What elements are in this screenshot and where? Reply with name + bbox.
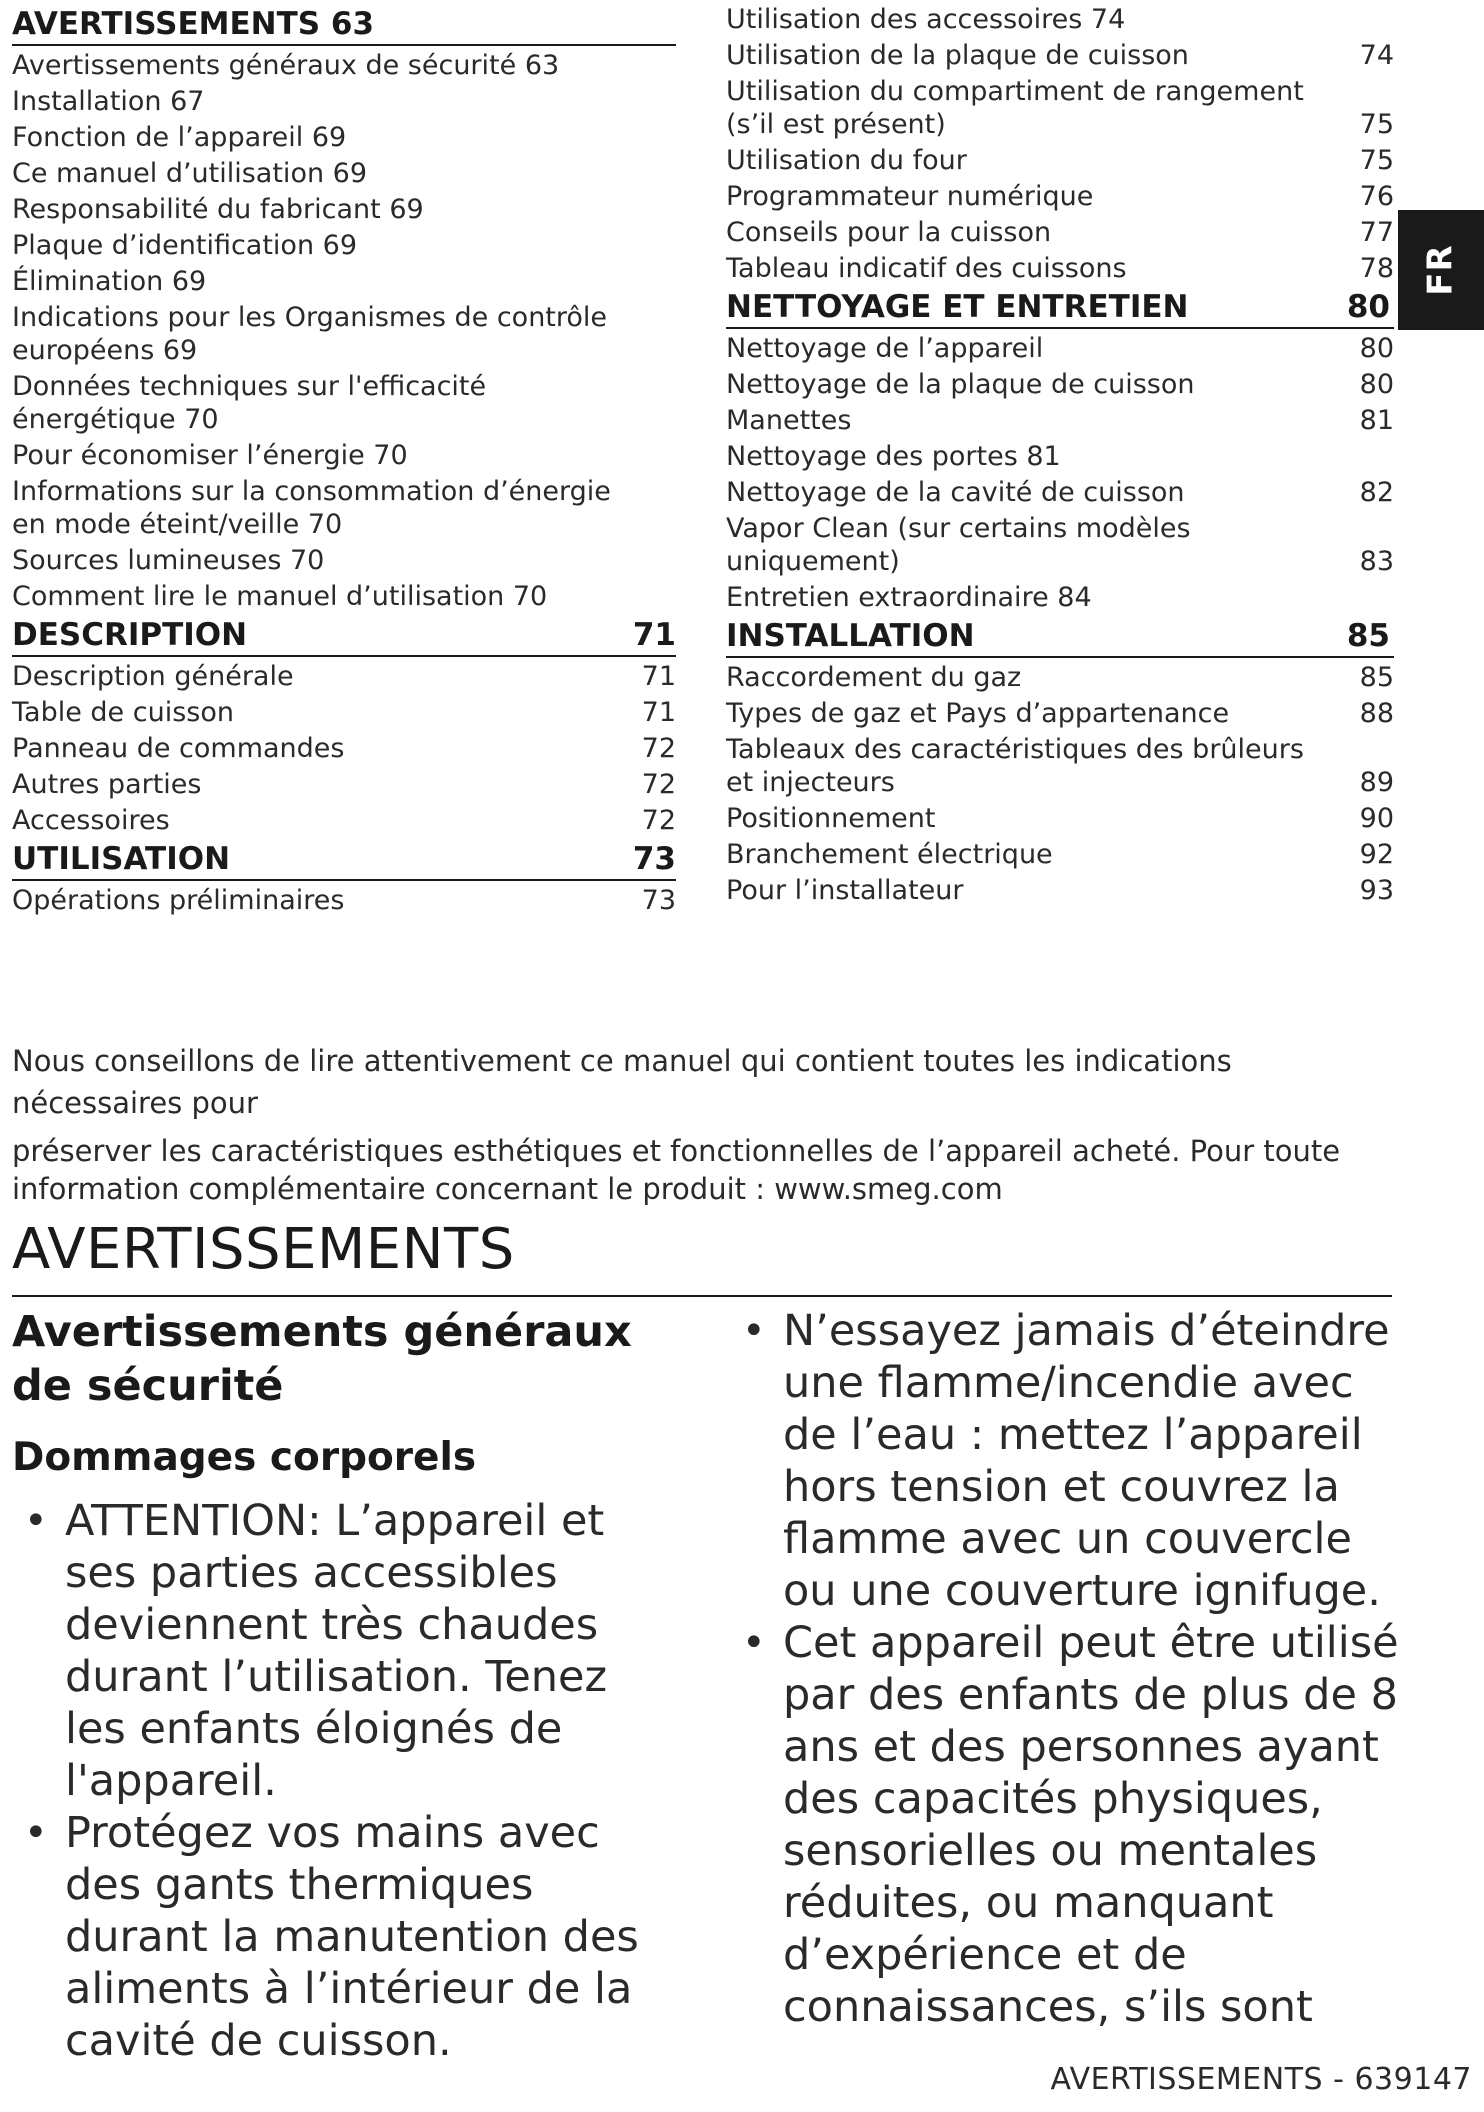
toc-entry[interactable]	[12, 472, 676, 541]
page-footer: AVERTISSEMENTS - 639147	[1050, 2062, 1472, 2097]
toc-entry-text: Élimination 69	[12, 266, 207, 297]
toc-entry-text: Informations sur la consommation d’énergie en mode éteint/veille 70	[12, 476, 611, 540]
toc-entry[interactable]	[12, 801, 676, 837]
toc-section-title: INSTALLATION	[726, 618, 975, 654]
toc-entry[interactable]	[12, 118, 676, 154]
toc-entry-text: Entretien extraordinaire 84	[726, 582, 1092, 613]
intro-line: information complémentaire concernant le produit : www.smeg.com	[12, 1172, 1003, 1206]
intro-line: Nous conseillons de lire attentivement ce manuel qui contient toutes les indications nécessaires pour	[12, 1044, 1232, 1120]
toc-entry[interactable]	[726, 658, 1394, 694]
toc-entry[interactable]	[12, 881, 676, 917]
toc-entry[interactable]	[12, 765, 676, 801]
section-title: AVERTISSEMENTS	[12, 1205, 1392, 1297]
toc-entry-page: 78	[1359, 253, 1394, 284]
bullet-item: • Cet appareil peut être utilisé par des enfants de plus de 8 ans et des personnes ayant des capacités physiques, sensorielles ou mentales réduites, ou manquant d’expérience et de connaissances, s’ils sont	[730, 1617, 1400, 2033]
toc-entry-text: Sources lumineuses 70	[12, 545, 325, 576]
toc-entry-page: 71	[641, 661, 676, 692]
toc-entry[interactable]	[726, 871, 1394, 907]
toc-entry-text: Installation 67	[12, 86, 205, 117]
toc-entry-page: 85	[1359, 662, 1394, 693]
toc-entry-page: 93	[1359, 875, 1394, 906]
bullet-list-right	[730, 1305, 1400, 2033]
toc-entry[interactable]	[12, 46, 676, 82]
toc-entry-page: 83	[1359, 546, 1394, 577]
toc-entry-page: 89	[1359, 767, 1394, 798]
toc-section-title: AVERTISSEMENTS 63	[12, 6, 375, 42]
toc-entry-page: 88	[1359, 698, 1394, 729]
toc-entry[interactable]	[12, 82, 676, 118]
toc-section-heading[interactable]	[12, 613, 676, 657]
toc-entry[interactable]	[12, 436, 676, 472]
toc-entry[interactable]	[726, 72, 1394, 141]
toc-entry-page: 74	[1359, 40, 1394, 71]
toc-entry[interactable]	[726, 177, 1394, 213]
toc-entry[interactable]	[726, 213, 1394, 249]
toc-entry-page: 76	[1359, 181, 1394, 212]
content-left-column	[12, 1305, 672, 2067]
toc-entry-text: Accessoires	[12, 805, 170, 836]
toc-section-title: NETTOYAGE ET ENTRETIEN	[726, 289, 1189, 325]
toc-entry-text: Fonction de l’appareil 69	[12, 122, 347, 153]
toc-entry-text: Panneau de commandes	[12, 733, 345, 764]
toc-section-page: 80	[1346, 289, 1390, 325]
toc-entry[interactable]	[726, 365, 1394, 401]
toc-entry[interactable]	[726, 578, 1394, 614]
toc-entry-text: Description générale	[12, 661, 294, 692]
toc-entry-page: 82	[1359, 477, 1394, 508]
toc-entry[interactable]	[12, 657, 676, 693]
intro-line: préserver les caractéristiques esthétiques et fonctionnelles de l’appareil acheté. Pour toute	[12, 1134, 1341, 1168]
toc-entry-text: Plaque d’identification 69	[12, 230, 358, 261]
toc-entry[interactable]	[12, 298, 676, 367]
toc-entry-page: 75	[1359, 109, 1394, 140]
toc-entry-text: Tableau indicatif des cuissons	[726, 253, 1127, 284]
toc-entry-page: 75	[1359, 145, 1394, 176]
toc-entry-text: Utilisation des accessoires 74	[726, 4, 1126, 35]
bullet-item: • Protégez vos mains avec des gants thermiques durant la manutention des aliments à l’intérieur de la cavité de cuisson.	[12, 1807, 672, 2067]
toc-entry[interactable]	[726, 249, 1394, 285]
toc-entry-text: Pour l’installateur	[726, 875, 964, 906]
toc-entry-page: 72	[641, 769, 676, 800]
toc-entry[interactable]	[726, 509, 1394, 578]
toc-entry-page: 81	[1359, 405, 1394, 436]
toc-entry-page: 77	[1359, 217, 1394, 248]
toc-entry-text: Tableaux des caractéristiques des brûleurs et injecteurs	[726, 734, 1304, 798]
toc-entry-text: Nettoyage des portes 81	[726, 441, 1061, 472]
bullet-item: • ATTENTION: L’appareil et ses parties accessibles deviennent très chaudes durant l’utilisation. Tenez les enfants éloignés de l'appareil.	[12, 1495, 672, 1807]
toc-entry[interactable]	[12, 367, 676, 436]
toc-entry-page: 73	[641, 885, 676, 916]
toc-section-heading[interactable]	[726, 285, 1394, 329]
toc-entry[interactable]	[726, 473, 1394, 509]
toc-entry[interactable]	[726, 437, 1394, 473]
toc-entry-text: Positionnement	[726, 803, 936, 834]
toc-section-title: DESCRIPTION	[12, 617, 248, 653]
toc-entry-text: Nettoyage de l’appareil	[726, 333, 1044, 364]
subsubsection-title: Dommages corporels	[12, 1435, 477, 1480]
toc-entry-text: Branchement électrique	[726, 839, 1053, 870]
toc-entry-text: Manettes	[726, 405, 852, 436]
toc-entry-page: 72	[641, 805, 676, 836]
toc-entry-text: Raccordement du gaz	[726, 662, 1022, 693]
toc-entry-page: 92	[1359, 839, 1394, 870]
toc-entry-page: 90	[1359, 803, 1394, 834]
toc-section-heading[interactable]	[726, 614, 1394, 658]
toc-entry[interactable]	[12, 226, 676, 262]
toc-entry-page: 80	[1359, 333, 1394, 364]
toc-entry-text: Table de cuisson	[12, 697, 234, 728]
toc-entry[interactable]	[12, 577, 676, 613]
toc-section-heading[interactable]	[12, 837, 676, 881]
toc-entry-text: Opérations préliminaires	[12, 885, 345, 916]
toc-section-heading[interactable]	[12, 2, 676, 46]
toc-entry-text: Nettoyage de la plaque de cuisson	[726, 369, 1195, 400]
toc-entry[interactable]	[726, 799, 1394, 835]
toc-section-page: 71	[632, 617, 676, 653]
toc-entry-text: Pour économiser l’énergie 70	[12, 440, 408, 471]
toc-entry[interactable]	[726, 401, 1394, 437]
toc-section-page: 85	[1346, 618, 1390, 654]
toc-entry-text: Responsabilité du fabricant 69	[12, 194, 424, 225]
bullet-list-left	[12, 1495, 672, 2067]
toc-entry-text: Autres parties	[12, 769, 202, 800]
toc-entry-text: Indications pour les Organismes de contrôle européens 69	[12, 302, 608, 366]
toc-entry[interactable]	[726, 329, 1394, 365]
intro-paragraph	[12, 1040, 1392, 1206]
language-tab	[1398, 210, 1484, 330]
toc-entry[interactable]	[12, 262, 676, 298]
toc-entry-text: Conseils pour la cuisson	[726, 217, 1052, 248]
toc-entry-page: 71	[641, 697, 676, 728]
bullet-item: • N’essayez jamais d’éteindre une flamme/incendie avec de l’eau : mettez l’appareil hors tension et couvrez la flamme avec un couvercle ou une couverture ignifuge.	[730, 1305, 1400, 1617]
toc-entry[interactable]	[726, 141, 1394, 177]
toc-entry-text: Ce manuel d’utilisation 69	[12, 158, 368, 189]
toc-entry-text: Comment lire le manuel d’utilisation 70	[12, 581, 548, 612]
subsection-title: Avertissements généraux de sécurité	[12, 1307, 632, 1411]
toc-entry-text: Nettoyage de la cavité de cuisson	[726, 477, 1185, 508]
toc-entry-page: 72	[641, 733, 676, 764]
toc-section-title: UTILISATION	[12, 841, 231, 877]
toc-entry-text: Utilisation du four	[726, 145, 967, 176]
toc-entry-text: Utilisation de la plaque de cuisson	[726, 40, 1189, 71]
toc-entry-text: Données techniques sur l'efficacité énergétique 70	[12, 371, 487, 435]
toc-entry-text: Utilisation du compartiment de rangement (s’il est présent)	[726, 76, 1304, 140]
toc-entry[interactable]	[12, 154, 676, 190]
toc-entry-text: Types de gaz et Pays d’appartenance	[726, 698, 1230, 729]
toc-entry[interactable]	[12, 190, 676, 226]
toc-entry[interactable]	[726, 730, 1394, 799]
toc-entry[interactable]	[726, 835, 1394, 871]
toc-entry[interactable]	[12, 541, 676, 577]
toc-section-page: 73	[632, 841, 676, 877]
toc-entry[interactable]	[726, 694, 1394, 730]
toc-entry[interactable]	[726, 36, 1394, 72]
toc-entry-page: 80	[1359, 369, 1394, 400]
toc-entry[interactable]	[12, 729, 676, 765]
language-tab-label: FR	[1421, 244, 1461, 296]
toc-left-column	[12, 0, 676, 917]
toc-entry-text: Avertissements généraux de sécurité 63	[12, 50, 560, 81]
toc-entry-text: Programmateur numérique	[726, 181, 1094, 212]
toc-entry[interactable]	[726, 0, 1394, 36]
toc-entry-text: Vapor Clean (sur certains modèles uniquement)	[726, 513, 1191, 577]
content-right-column	[730, 1305, 1400, 2033]
toc-entry[interactable]	[12, 693, 676, 729]
toc-right-column	[726, 0, 1394, 907]
